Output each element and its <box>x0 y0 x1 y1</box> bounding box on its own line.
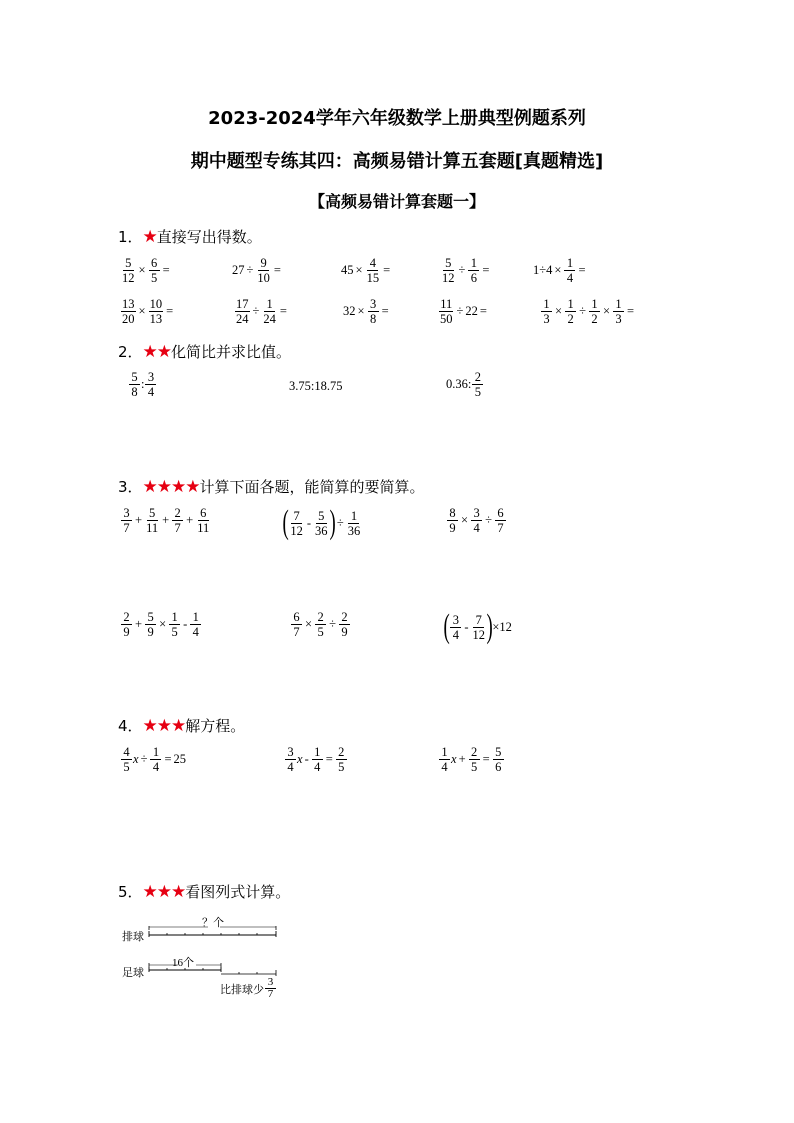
question-5-heading <box>118 881 290 902</box>
q3-expression-3: $\frac{8}{9}$ × $\frac{3}{4}$ ÷ $\frac{6}{7}$ <box>446 506 507 535</box>
question-3-heading <box>118 476 425 497</box>
q2-ratio-2: 3.75:18.75 <box>289 379 343 393</box>
football-count-label: 16个 <box>172 957 194 969</box>
star-icon: ★★★ <box>142 882 186 902</box>
question-text: 解方程。 <box>185 717 246 735</box>
segment-diagram <box>120 910 290 1005</box>
q4-equation-1: $\frac{4}{5}$ x ÷ $\frac{1}{4}$ = 25 <box>120 745 186 774</box>
q3-expression-6: ( $\frac{3}{4}$ - $\frac{7}{12}$ ) ×12 <box>443 608 512 645</box>
question-text: 直接写出得数。 <box>156 228 262 246</box>
q1-expression-4: $\frac{5}{12}$ ÷ $\frac{1}{6}$ = <box>442 256 490 285</box>
question-number: 3． <box>118 478 143 496</box>
q3-expression-4: $\frac{2}{9}$ + $\frac{5}{9}$ × $\frac{1}{5}$ - $\frac{1}{4}$ <box>120 610 202 639</box>
question-text: 计算下面各题，能简算的要简算。 <box>199 478 425 496</box>
question-2-heading <box>118 341 291 362</box>
section-title: 【高频易错计算套题一】 <box>308 192 485 211</box>
q1-expression-2: 27 ÷ $\frac{9}{10}$ = <box>232 256 281 285</box>
question-text: 看图列式计算。 <box>185 883 291 901</box>
q1-expression-6: $\frac{13}{20}$ × $\frac{10}{13}$ = <box>122 297 174 326</box>
q1-expression-7: $\frac{17}{24}$ ÷ $\frac{1}{24}$ = <box>236 297 287 326</box>
q2-ratio-1: $\frac{5}{8}$ : $\frac{3}{4}$ <box>128 370 157 399</box>
question-text: 化简比并求比值。 <box>171 343 292 361</box>
q4-equation-3: $\frac{1}{4}$ x + $\frac{2}{5}$ = $\frac{5}{6}$ <box>438 745 505 774</box>
volleyball-label: 排球 <box>122 931 144 943</box>
q1-expression-1: $\frac{5}{12}$ × $\frac{6}{5}$ = <box>122 256 170 285</box>
less-than-label: 比排球少 $\frac{3}{7}$ <box>220 977 277 1000</box>
q1-expression-5: 1÷4 × $\frac{1}{4}$ = <box>533 256 586 285</box>
star-icon: ★★★★ <box>142 477 200 497</box>
question-number: 1． <box>118 228 143 246</box>
question-1-heading <box>118 226 262 247</box>
page-subtitle: 期中题型专练其四：高频易错计算五套题[真题精选] <box>190 151 604 172</box>
less-fraction: $\frac{3}{7}$ <box>265 977 276 1000</box>
q1-expression-10: $\frac{1}{3}$ × $\frac{1}{2}$ ÷ $\frac{1}{2}$ × $\frac{1}{3}$ = <box>540 297 636 326</box>
question-number: 2． <box>118 343 143 361</box>
star-icon: ★ <box>142 227 157 247</box>
unknown-label: ？个 <box>202 917 224 929</box>
volleyball-segment <box>148 918 278 942</box>
star-icon: ★★★ <box>142 716 186 736</box>
q1-expression-8: 32 × $\frac{3}{8}$ = <box>343 297 389 326</box>
q3-expression-5: $\frac{6}{7}$ × $\frac{2}{5}$ ÷ $\frac{2}{9}$ <box>290 610 351 639</box>
question-number: 5． <box>118 883 143 901</box>
question-number: 4． <box>118 717 143 735</box>
question-4-heading <box>118 715 245 736</box>
q2-ratio-3: 0.36 : $\frac{2}{5}$ <box>446 370 484 399</box>
q4-equation-2: $\frac{3}{4}$ x - $\frac{1}{4}$ = $\frac{2}{5}$ <box>284 745 348 774</box>
q3-expression-1: $\frac{3}{7}$ + $\frac{5}{11}$ + $\frac{2}{7}$ + $\frac{6}{11}$ <box>120 506 211 535</box>
q1-expression-3: 45 × $\frac{4}{15}$ = <box>341 256 391 285</box>
q3-expression-2: ( $\frac{7}{12}$ - $\frac{5}{36}$ ) ÷ $\frac{1}{36}$ <box>282 504 361 541</box>
page-title: 2023-2024学年六年级数学上册典型例题系列 <box>208 108 586 129</box>
q1-expression-9: $\frac{11}{50}$ ÷ 22 = <box>440 297 487 326</box>
star-icon: ★★ <box>142 342 172 362</box>
football-label: 足球 <box>122 967 144 979</box>
